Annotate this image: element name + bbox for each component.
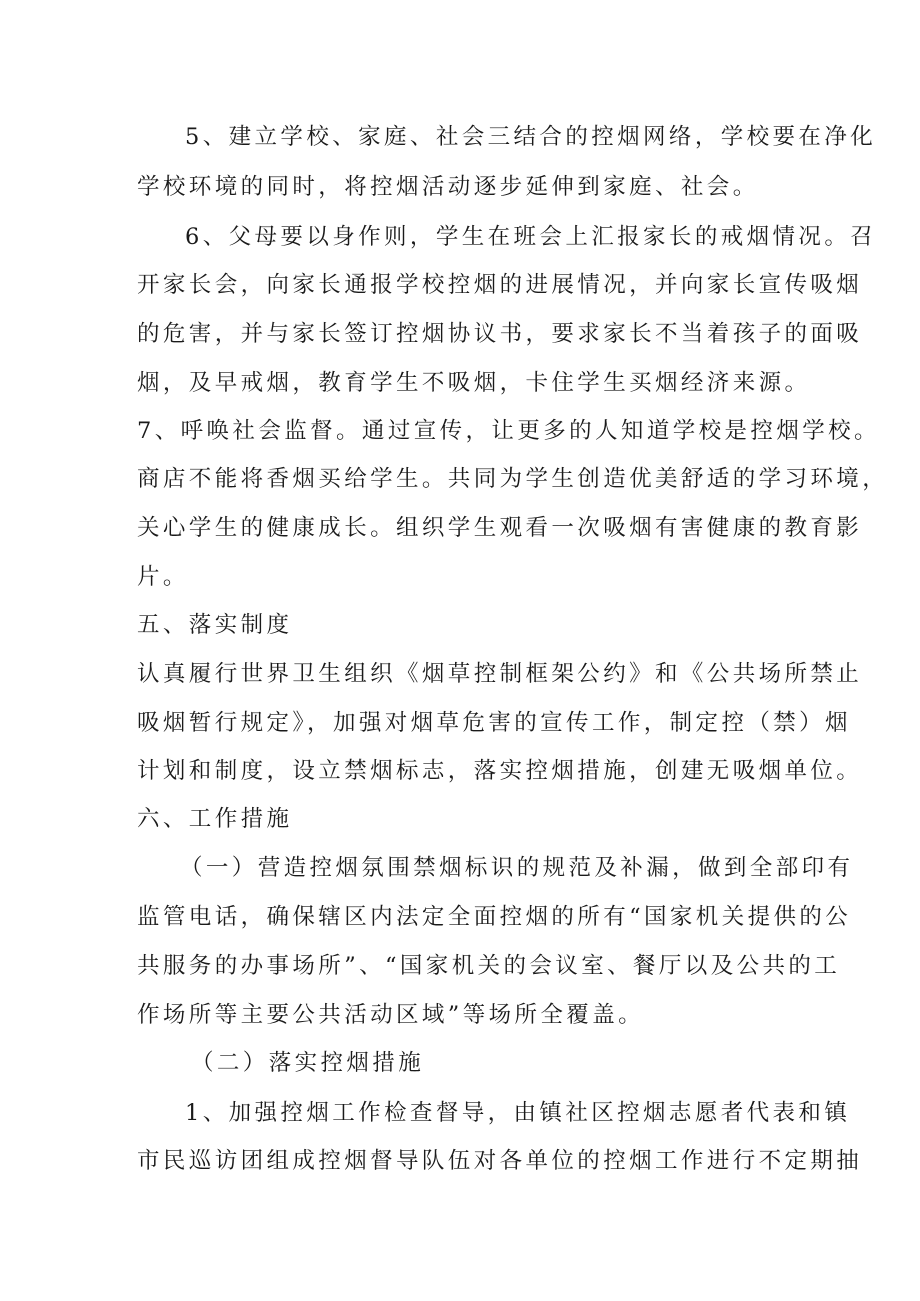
measure-2-item-1-line-1: 1、加强控烟工作检查督导，由镇社区控烟志愿者代表和镇 bbox=[185, 1100, 851, 1126]
section-5-heading: 五、落实制度 bbox=[137, 612, 293, 638]
measure-1-line-3: 共服务的办事场所”、“国家机关的会议室、餐厅以及公共的工 bbox=[137, 953, 841, 979]
item-7-line-3: 关心学生的健康成长。组织学生观看一次吸烟有害健康的教育影 bbox=[137, 515, 863, 541]
item-7-line-2: 商店不能将香烟买给学生。共同为学生创造优美舒适的学习环境， bbox=[137, 466, 889, 492]
item-6-line-1: 6、父母要以身作则，学生在班会上汇报家长的戒烟情况。召 bbox=[185, 224, 877, 250]
measure-1-line-2: 监管电话，确保辖区内法定全面控烟的所有“国家机关提供的公 bbox=[137, 904, 852, 930]
section-6-heading: 六、工作措施 bbox=[137, 806, 293, 832]
item-6-line-3: 的危害，并与家长签订控烟协议书，要求家长不当着孩子的面吸 bbox=[137, 321, 863, 347]
measure-1-line-1: （一）营造控烟氛围禁烟标识的规范及补漏，做到全部印有 bbox=[180, 855, 854, 881]
measure-2-item-1-line-2: 市民巡访团组成控烟督导队伍对各单位的控烟工作进行不定期抽 bbox=[137, 1148, 863, 1174]
measure-2-heading: （二）落实控烟措施 bbox=[191, 1050, 425, 1076]
item-5-line-2: 学校环境的同时，将控烟活动逐步延伸到家庭、社会。 bbox=[137, 174, 759, 200]
section-5-line-2: 吸烟暂行规定》，加强对烟草危害的宣传工作，制定控（禁）烟 bbox=[137, 710, 851, 736]
item-6-line-2: 开家长会，向家长通报学校控烟的进展情况，并向家长宣传吸烟 bbox=[137, 272, 863, 298]
item-6-line-4: 烟，及早戒烟，教育学生不吸烟，卡住学生买烟经济来源。 bbox=[137, 370, 811, 396]
item-5-line-1: 5、建立学校、家庭、社会三结合的控烟网络，学校要在净化 bbox=[185, 124, 877, 150]
item-7-line-4: 片。 bbox=[137, 564, 189, 590]
measure-1-line-4: 作场所等主要公共活动区域”等场所全覆盖。 bbox=[137, 1002, 645, 1028]
item-7-line-1: 7、呼唤社会监督。通过宣传，让更多的人知道学校是控烟学校。 bbox=[137, 418, 880, 444]
section-5-line-3: 计划和制度，设立禁烟标志，落实控烟措施，创建无吸烟单位。 bbox=[137, 758, 863, 784]
section-5-line-1: 认真履行世界卫生组织《烟草控制框架公约》和《公共场所禁止 bbox=[137, 661, 863, 687]
